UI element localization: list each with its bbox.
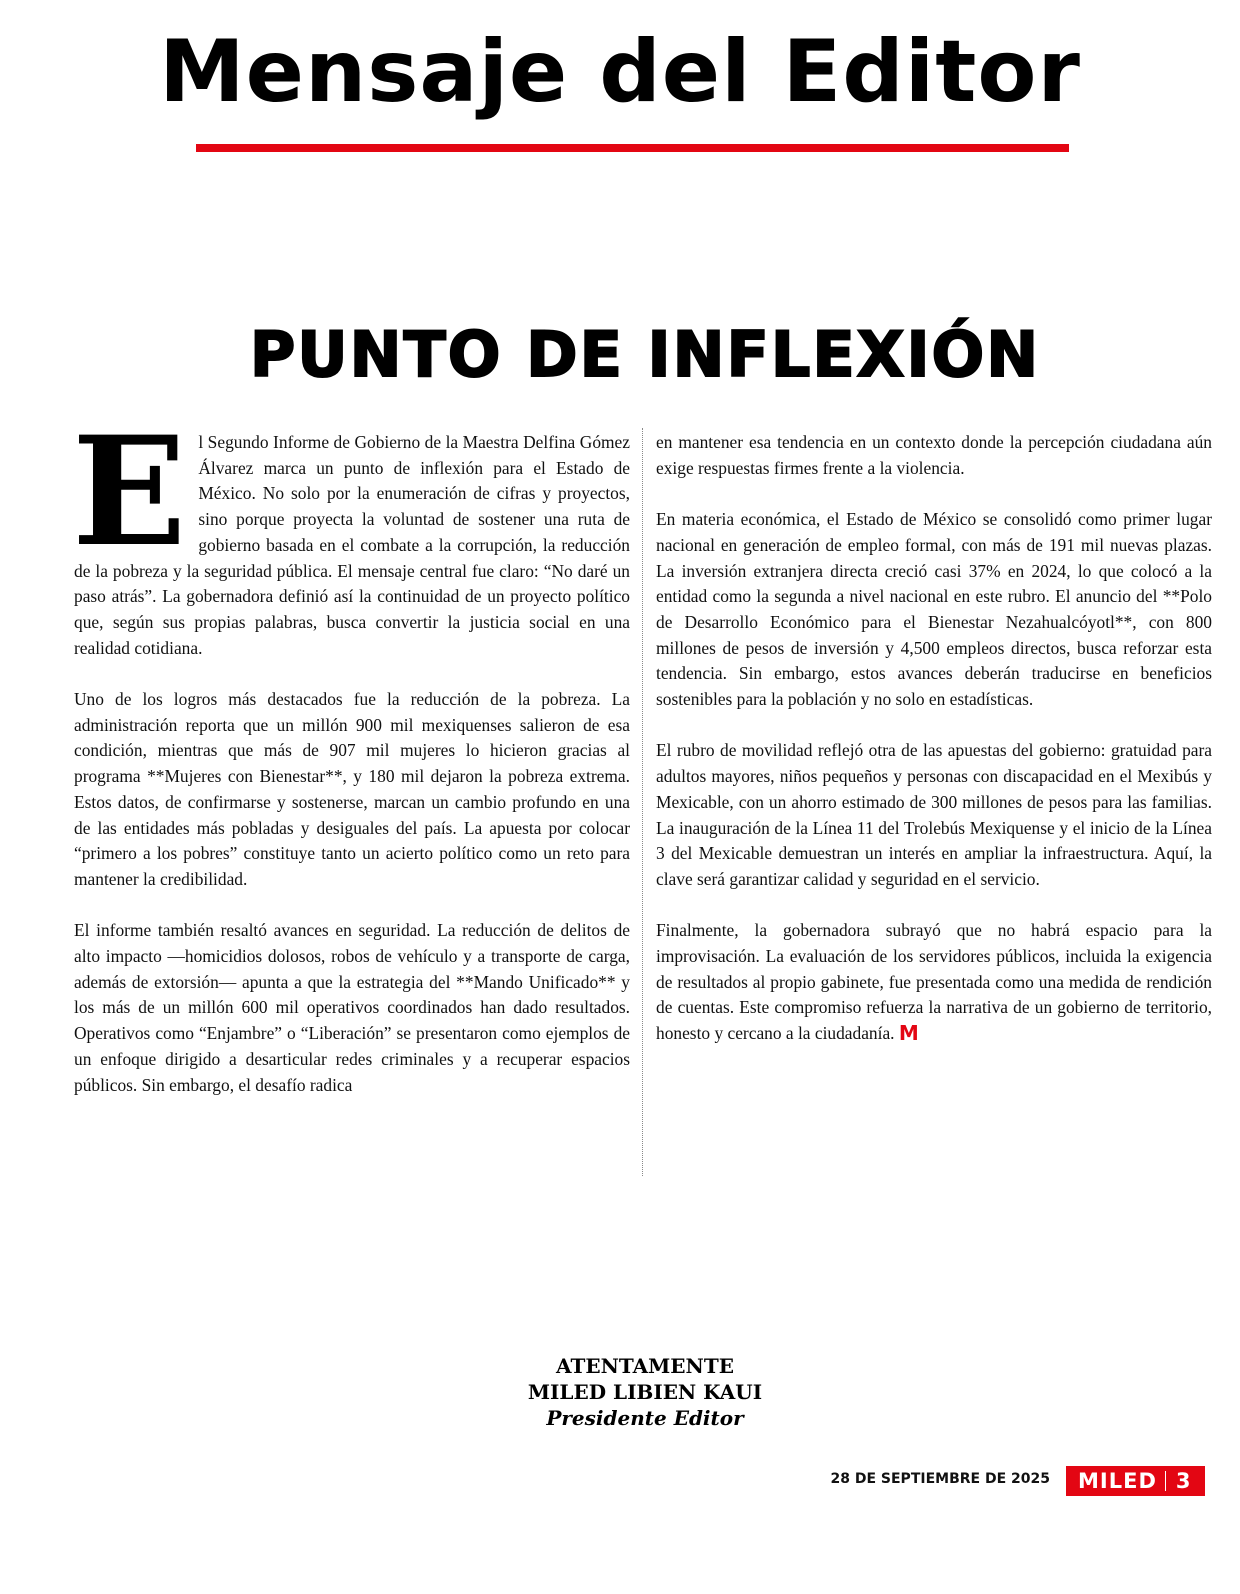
page-badge bbox=[1066, 1466, 1205, 1496]
drop-cap: E bbox=[72, 404, 187, 580]
article-paragraph: El informe también resaltó avances en seguridad. La reducción de delitos de alto impacto —homicidios dolosos, robos de vehículo y a transporte de carga, además de extorsión— apunta a que la estrategia del **Mando Unificado** y los más de un millón 600 mil operativos coordinados han dado resultados. Operativos como “Enjambre” o “Liberación” se presentaron como ejemplos de un enfoque dirigido a desarticular redes criminales y a recuperar espacios públicos. Sin embargo, el desafío radica bbox=[74, 920, 630, 1095]
article-column-right bbox=[656, 430, 1212, 1073]
badge-separator bbox=[1165, 1471, 1166, 1491]
article-column-left bbox=[72, 404, 630, 1124]
article-title: PUNTO DE INFLEXIÓN bbox=[249, 318, 1041, 391]
signature-closing: ATENTAMENTE bbox=[556, 1354, 734, 1378]
magazine-section-title: Mensaje del Editor bbox=[159, 22, 1081, 122]
article-paragraph bbox=[656, 918, 1212, 1047]
header-divider bbox=[196, 144, 1069, 152]
paragraph-text: Finalmente, la gobernadora subrayó que no habrá espacio para la improvisación. La evaluación de los servidores públicos, incluida la exigencia de resultados al propio gabinete, fue presentada como una medida de rendición de cuentas. Este compromiso refuerza la narrativa de un gobierno de territorio, honesto y cercano a la ciudadanía. bbox=[656, 920, 1212, 1044]
signature-role: Presidente Editor bbox=[546, 1406, 744, 1430]
article-paragraph: En materia económica, el Estado de México se consolidó como primer lugar nacional en generación de empleo formal, con más de 191 mil nuevas plazas. La inversión extranjera directa creció casi 37% en 2024, lo que colocó a la entidad como la segunda a nivel nacional en este rubro. El anuncio del **Polo de Desarrollo Económico para el Bienestar Nezahualcóyotl**, con 800 millones de pesos de inversión y 4,500 empleos directos, busca reforzar esta tendencia. Sin embargo, estos avances deberán traducirse en beneficios sostenibles para la población y no solo en estadísticas. bbox=[656, 509, 1212, 710]
issue-date: 28 DE SEPTIEMBRE DE 2025 bbox=[830, 1471, 1050, 1487]
article-paragraph bbox=[72, 404, 630, 661]
signature-name: MILED LIBIEN KAUI bbox=[527, 1380, 763, 1404]
end-mark-icon: M bbox=[898, 1021, 919, 1046]
article-paragraph: El rubro de movilidad reflejó otra de las apuestas del gobierno: gratuidad para adultos mayores, niños pequeños y personas con discapacidad en el Mexibús y Mexicable, con un ahorro estimado de 300 millones de pesos para las familias. La inauguración de la Línea 11 del Trolebús Mexiquense y el inicio de la Línea 3 del Mexicable demuestran un interés en ampliar la infraestructura. Aquí, la clave será garantizar calidad y seguridad en el servicio. bbox=[656, 740, 1212, 889]
column-divider bbox=[642, 428, 643, 1176]
article-paragraph: Uno de los logros más destacados fue la reducción de la pobreza. La administración reporta que un millón 900 mil mexiquenses salieron de esa condición, mientras que más de 907 mil mujeres lo hicieron gracias al programa **Mujeres con Bienestar**, y 180 mil dejaron la pobreza extrema. Estos datos, de confirmarse y sostenerse, marcan un cambio profundo en una de las entidades más pobladas y desiguales del país. La apuesta por colocar “primero a los pobres” constituye tanto un acierto político como un reto para mantener la credibilidad. bbox=[74, 689, 630, 889]
page-number: 3 bbox=[1175, 1469, 1191, 1493]
article-paragraph: en mantener esa tendencia en un contexto donde la percepción ciudadana aún exige respuestas firmes frente a la violencia. bbox=[656, 432, 1212, 478]
brand-name: MILED bbox=[1078, 1469, 1157, 1493]
paragraph-text: l Segundo Informe de Gobierno de la Maestra Delfina Gómez Álvarez marca un punto de inflexión para el Estado de México. No solo por la enumeración de cifras y proyectos, sino porque proyecta la voluntad de sostener una ruta de gobierno basada en el combate a la corrupción, la reducción de la pobreza y la seguridad pública. El mensaje central fue claro: “No daré un paso atrás”. La gobernadora definió así la continuidad de un proyecto político que, según sus propias palabras, busca convertir la justicia social en una realidad cotidiana. bbox=[74, 432, 630, 658]
